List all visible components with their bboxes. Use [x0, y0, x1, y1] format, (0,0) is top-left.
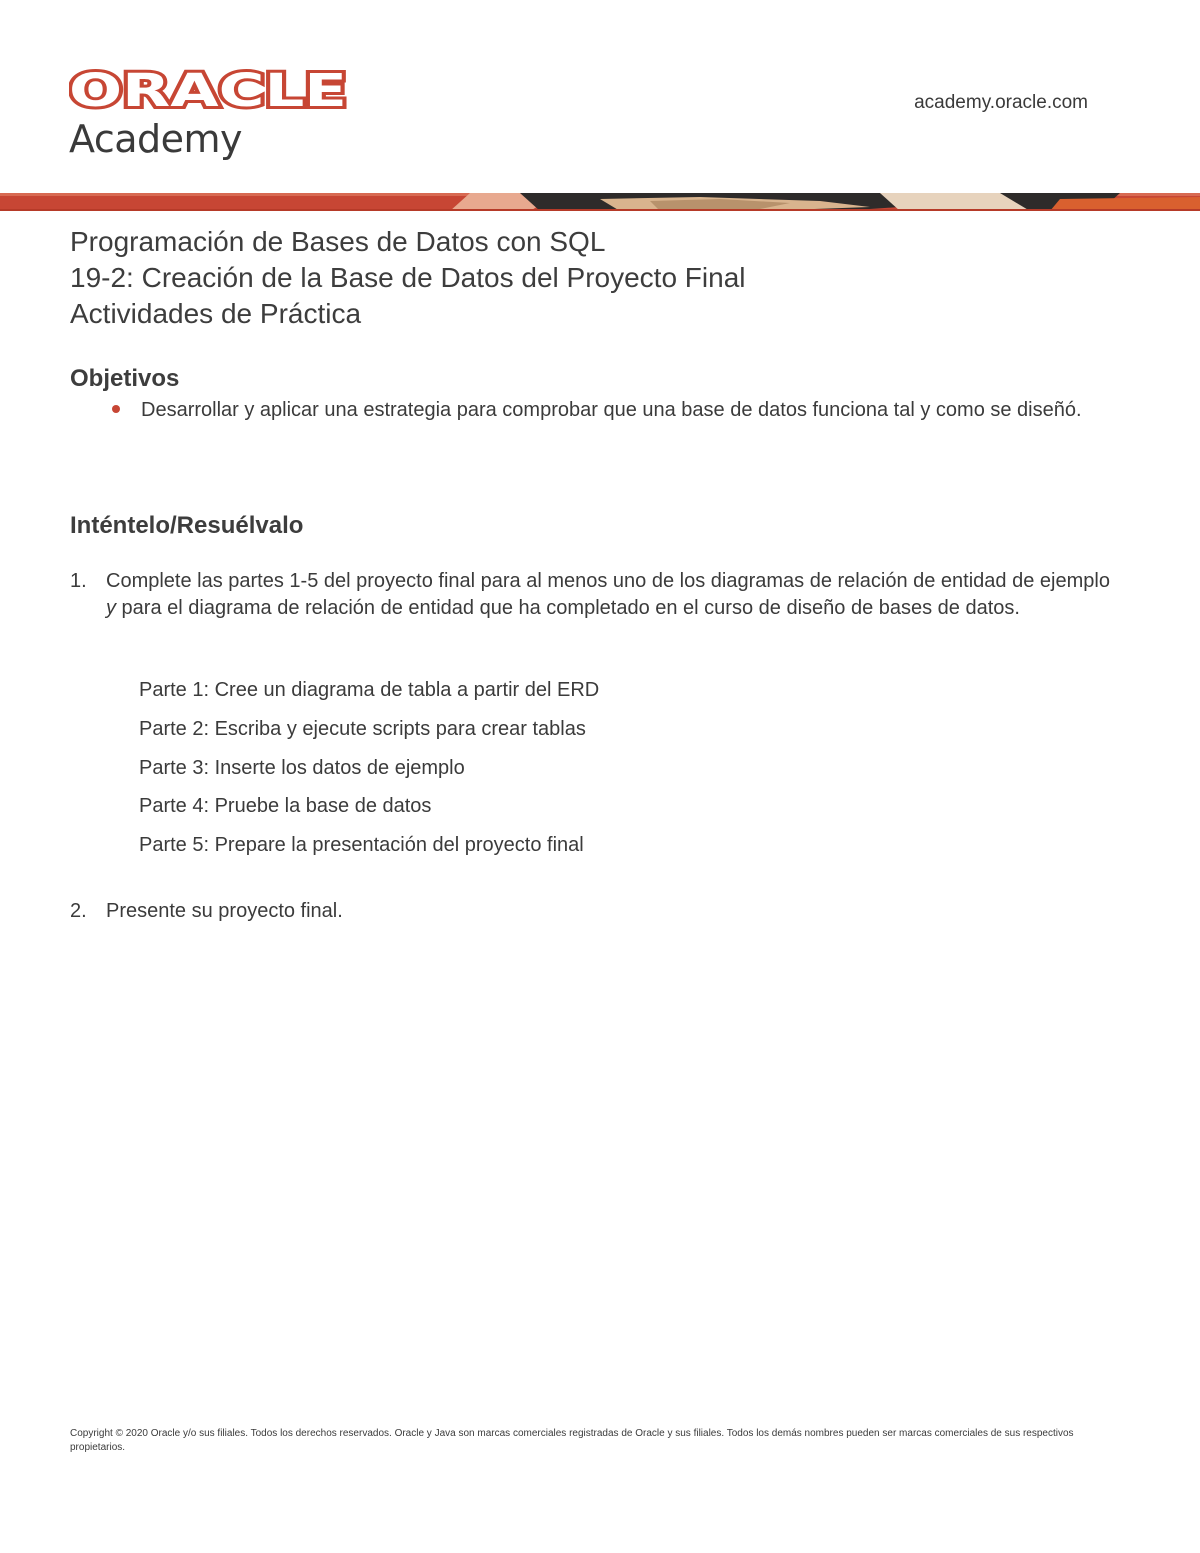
step-text-end: para el diagrama de relación de entidad que ha completado en el curso de diseño de bases de datos. — [116, 597, 1020, 619]
part-item: Parte 4: Pruebe la base de datos — [139, 795, 432, 818]
step-1 — [70, 568, 1120, 622]
copyright-notice: Copyright © 2020 Oracle y/o sus filiales. Todos los derechos reservados. Oracle y Java son marcas comerciales registradas de Oracle y sus filiales. Todos los demás nombres pueden ser marcas comerciales de sus respectivos propietarios. — [70, 1428, 1074, 1453]
course-title: Programación de Bases de Datos con SQL — [70, 226, 606, 257]
lesson-title: 19-2: Creación de la Base de Datos del Proyecto Final — [70, 262, 746, 293]
objective-item — [112, 396, 1092, 424]
step-text — [106, 568, 1120, 622]
oracle-logo — [69, 68, 349, 112]
objective-text: Desarrollar y aplicar una estrategia para comprobar que una base de datos funciona tal y como se diseñó. — [141, 399, 1082, 421]
academy-label: Academy — [69, 117, 243, 161]
bullet-icon — [112, 405, 120, 413]
step-text-start: Complete las partes 1-5 del proyecto final para al menos uno de los diagramas de relación de entidad de ejemplo — [106, 570, 1110, 592]
step-text: Presente su proyecto final. — [106, 900, 343, 922]
decorative-banner — [0, 193, 1200, 211]
step-number: 1. — [70, 570, 87, 592]
part-item: Parte 1: Cree un diagrama de tabla a partir del ERD — [139, 679, 600, 701]
parts-list — [139, 676, 599, 870]
part-item: Parte 2: Escriba y ejecute scripts para crear tablas — [139, 717, 586, 740]
step-text-emphasis: y — [106, 597, 116, 619]
part-item: Parte 5: Prepare la presentación del proyecto final — [139, 834, 584, 857]
step-number: 2. — [70, 900, 87, 922]
activity-title: Actividades de Práctica — [70, 298, 362, 329]
try-solve-heading: Inténtelo/Resuélvalo — [70, 512, 304, 539]
step-2 — [70, 898, 1120, 925]
part-item: Parte 3: Inserte los datos de ejemplo — [139, 756, 465, 779]
oracle-logo-text: ORACLE — [69, 68, 347, 112]
site-url: academy.oracle.com — [914, 92, 1088, 113]
objectives-heading: Objetivos — [70, 365, 180, 392]
document-titles — [70, 224, 746, 332]
